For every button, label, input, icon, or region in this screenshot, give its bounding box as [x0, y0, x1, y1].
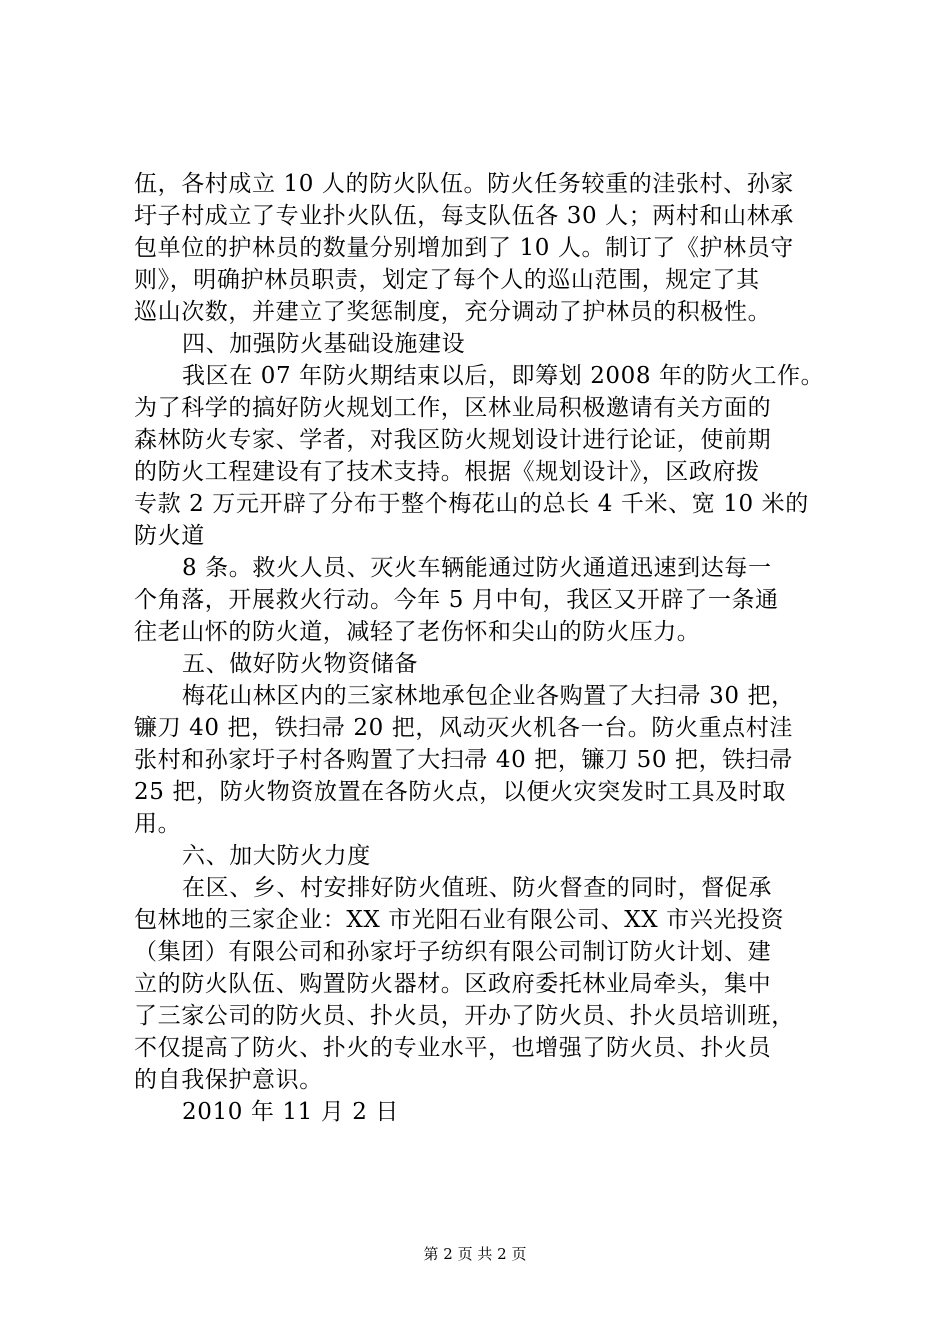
- body-line: （集团）有限公司和孙家圩子纺织有限公司制订防火计划、建: [134, 939, 772, 965]
- body-line: 在区、乡、村安排好防火值班、防火督查的同时，督促承: [182, 875, 772, 901]
- body-line: 我区在 07 年防火期结束以后，即筹划 2008 年的防火工作。: [182, 363, 825, 389]
- body-line: 圩子村成立了专业扑火队伍，每支队伍各 30 人；两村和山林承: [134, 203, 794, 229]
- body-line: 包单位的护林员的数量分别增加到了 10 人。制订了《护林员守: [134, 235, 794, 261]
- body-line: 包林地的三家企业：XX 市光阳石业有限公司、XX 市兴光投资: [134, 907, 785, 933]
- body-line: 的防火工程建设有了技术支持。根据《规划设计》，区政府拨: [134, 459, 760, 485]
- document-body: [134, 168, 824, 1128]
- page-footer: 第 2 页 共 2 页: [423, 1245, 527, 1263]
- body-line: 专款 2 万元开辟了分布于整个梅花山的总长 4 千米、宽 10 米的: [134, 491, 809, 517]
- document-date: 2010 年 11 月 2 日: [182, 1099, 399, 1125]
- body-line: 梅花山林区内的三家林地承包企业各购置了大扫帚 30 把，: [182, 683, 795, 709]
- body-line: 个角落，开展救火行动。今年 5 月中旬，我区又开辟了一条通: [134, 587, 779, 613]
- body-line: 的自我保护意识。: [134, 1067, 323, 1093]
- body-line: 用。: [134, 811, 182, 837]
- body-line: 25 把，防火物资放置在各防火点，以便火灾突发时工具及时取: [134, 779, 786, 805]
- body-line: 不仅提高了防火、扑火的专业水平，也增强了防火员、扑火员: [134, 1035, 772, 1061]
- body-line: 往老山怀的防火道，减轻了老伤怀和尖山的防火压力。: [134, 619, 701, 645]
- body-line: 张村和孙家圩子村各购置了大扫帚 40 把，镰刀 50 把，铁扫帚: [134, 747, 793, 773]
- section-heading: 四、加强防火基础设施建设: [182, 331, 466, 357]
- body-line: 镰刀 40 把，铁扫帚 20 把，风动灭火机各一台。防火重点村洼: [134, 715, 793, 741]
- body-line: 了三家公司的防火员、扑火员，开办了防火员、扑火员培训班，: [134, 1003, 795, 1029]
- body-line: 则》，明确护林员职责，划定了每个人的巡山范围，规定了其: [134, 267, 760, 293]
- body-line: 为了科学的搞好防火规划工作，区林业局积极邀请有关方面的: [134, 395, 772, 421]
- body-line: 伍，各村成立 10 人的防火队伍。防火任务较重的洼张村、孙家: [134, 171, 794, 197]
- body-line: 森林防火专家、学者，对我区防火规划设计进行论证，使前期: [134, 427, 772, 453]
- body-line: 8 条。救火人员、灭火车辆能通过防火通道迅速到达每一: [182, 555, 772, 581]
- body-line: 立的防火队伍、购置防火器材。区政府委托林业局牵头，集中: [134, 971, 772, 997]
- body-line: 防火道: [134, 523, 205, 549]
- section-heading: 五、做好防火物资储备: [182, 651, 418, 677]
- body-line: 巡山次数，并建立了奖惩制度，充分调动了护林员的积极性。: [134, 299, 772, 325]
- section-heading: 六、加大防火力度: [182, 843, 371, 869]
